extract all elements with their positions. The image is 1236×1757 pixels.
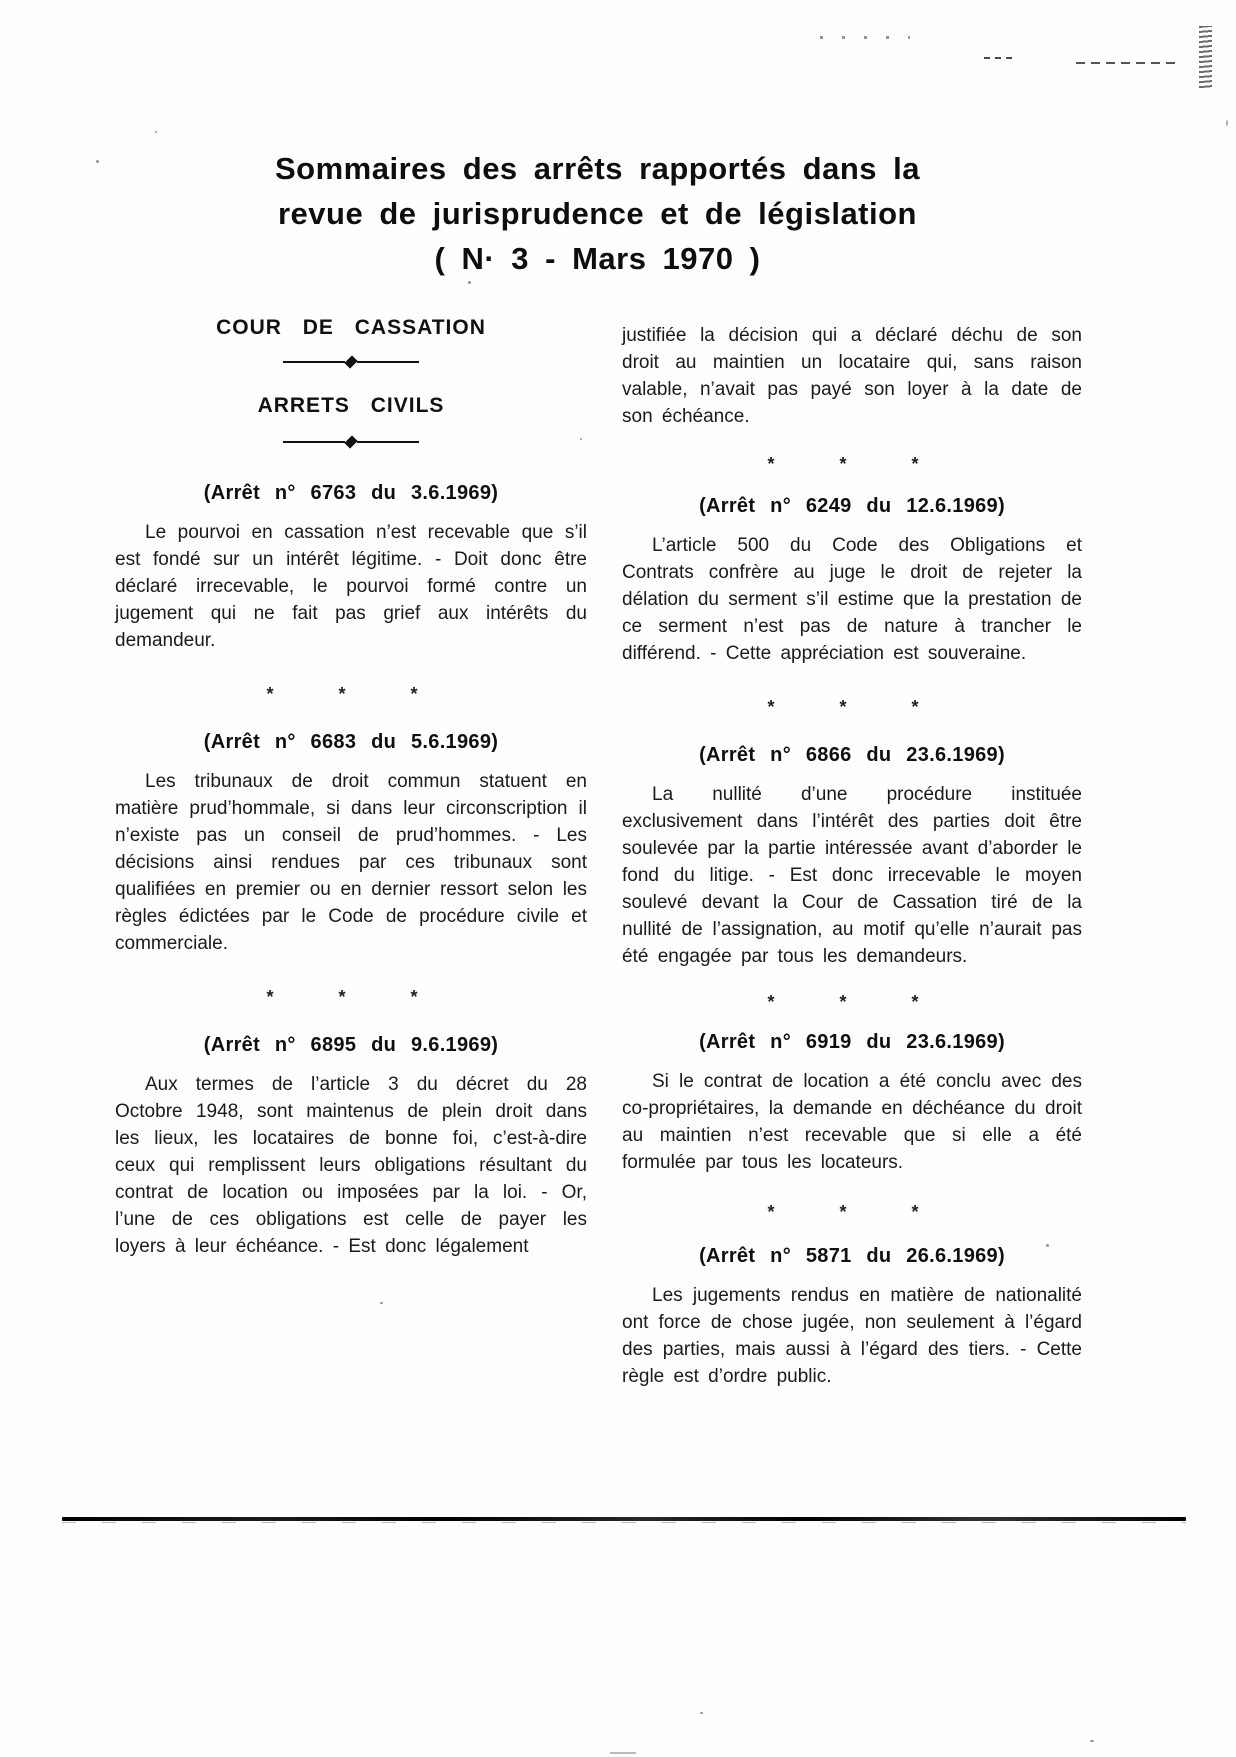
arret-heading: (Arrêt n° 5871 du 26.6.1969) (699, 1245, 1005, 1267)
scan-artifact-hatch (1199, 26, 1212, 90)
bottom-rule (62, 1517, 1186, 1521)
arret-body: La nullité d’une procédure instituée exclusivement dans l’intérêt des parties doit être soulevée par la partie intéressée avant d’aborder le fond du litige. - Est donc irrecevable le moyen soulevé devant la Cour de Cassation tiré de la nullité de l’assignation, au motif qu’elle n’aurait pas été engagée par tous les demandeurs. (622, 784, 1082, 967)
asterisk-separator: * * * (767, 1202, 949, 1222)
divider-bar (283, 361, 345, 363)
diamond-icon (344, 355, 357, 368)
arret-entry (622, 744, 1082, 970)
scan-speck (700, 1712, 703, 1714)
arret-heading: (Arrêt n° 6683 du 5.6.1969) (203, 731, 499, 753)
page-title (115, 146, 1080, 281)
arret-entry (115, 731, 587, 957)
arret-entry (622, 1245, 1082, 1390)
left-column (115, 300, 587, 1260)
divider-bar (357, 361, 419, 363)
diamond-icon (344, 435, 357, 448)
arret-heading: (Arrêt n° 6763 du 3.6.1969) (203, 482, 499, 504)
scan-artifact-dashes (1076, 62, 1180, 64)
asterisk-separator: * * * (767, 454, 949, 474)
court-heading: COUR DE CASSATION (216, 316, 486, 339)
scan-speck (96, 160, 99, 163)
arret-entry (115, 482, 587, 654)
page-title-line-1: Sommaires des arrêts rapportés dans la (275, 151, 920, 186)
arret-body: Aux termes de l’article 3 du décret du 28 Octobre 1948, sont maintenus de plein droit dans les lieux, les locataires de bonne foi, c’est-à-dire ceux qui remplissent leurs obligations résultant du contrat de location ou imposées par la loi. - Or, l’une de ces obligations est celle de payer les loyers à leur échéance. - Est donc légalement (115, 1074, 587, 1257)
bottom-rule-echo (62, 1522, 1186, 1523)
scan-speck (1226, 120, 1228, 126)
divider-ornament (115, 356, 587, 368)
divider-ornament (115, 436, 587, 448)
asterisk-separator: * * * (266, 684, 448, 704)
page-title-line-2: revue de jurisprudence et de législation (277, 196, 917, 231)
arret-heading: (Arrêt n° 6919 du 23.6.1969) (699, 1031, 1005, 1053)
asterisk-separator: * * * (266, 987, 448, 1007)
scan-speck (610, 1752, 636, 1754)
scan-speck (155, 131, 157, 133)
arret-body: L’article 500 du Code des Obligations et Contrats confrère au juge le droit de rejeter la délation du serment s’il estime que la prestation de ce serment n’est pas de nature à trancher le différend. - Cette appréciation est souveraine. (622, 535, 1082, 664)
arret-body: Les tribunaux de droit commun statuent en matière prud’hommale, si dans leur circonscription il n’existe pas un conseil de prud’hommes. - Les décisions ainsi rendues par ces tribunaux sont qualifiées en premier ou en dernier ressort selon les règles édictées par le Code de procédure civile et commerciale. (115, 771, 587, 954)
right-column (622, 300, 1082, 1390)
scan-speck (1090, 1740, 1094, 1742)
arret-heading: (Arrêt n° 6895 du 9.6.1969) (203, 1034, 499, 1056)
arret-body: Si le contrat de location a été conclu avec des co-propriétaires, la demande en déchéance du droit au maintien n’est recevable que si elle a été formulée par tous les locateurs. (622, 1071, 1082, 1173)
section-heading: ARRETS CIVILS (257, 394, 445, 417)
arret-heading: (Arrêt n° 6866 du 23.6.1969) (699, 744, 1005, 766)
arret-heading: (Arrêt n° 6249 du 12.6.1969) (699, 495, 1005, 517)
asterisk-separator: * * * (767, 697, 949, 717)
divider-bar (357, 441, 419, 443)
scan-artifact-dashes (984, 57, 1014, 59)
arret-entry (622, 1031, 1082, 1176)
page-title-line-3: ( N· 3 - Mars 1970 ) (434, 241, 761, 276)
arret-body: Les jugements rendus en matière de nationalité ont force de chose jugée, non seulement à l’égard des parties, mais aussi à l’égard des tiers. - Cette règle est d’ordre public. (622, 1285, 1082, 1387)
arret-entry (622, 495, 1082, 667)
scan-speck (380, 1302, 383, 1304)
asterisk-separator: * * * (767, 992, 949, 1012)
scan-speck (468, 281, 471, 284)
continuation-paragraph: justifiée la décision qui a déclaré déchu de son droit au maintien un locataire qui, sans raison valable, n’avait pas payé son loyer à la date de son échéance. (622, 325, 1082, 427)
divider-bar (283, 441, 345, 443)
arret-body: Le pourvoi en cassation n’est recevable que s’il est fondé sur un intérêt légitime. - Doit donc être déclaré irrecevable, le pourvoi formé contre un jugement qui ne fait pas grief aux intérêts du demandeur. (115, 522, 587, 651)
arret-entry (115, 1034, 587, 1260)
scan-artifact-dots (820, 36, 910, 39)
